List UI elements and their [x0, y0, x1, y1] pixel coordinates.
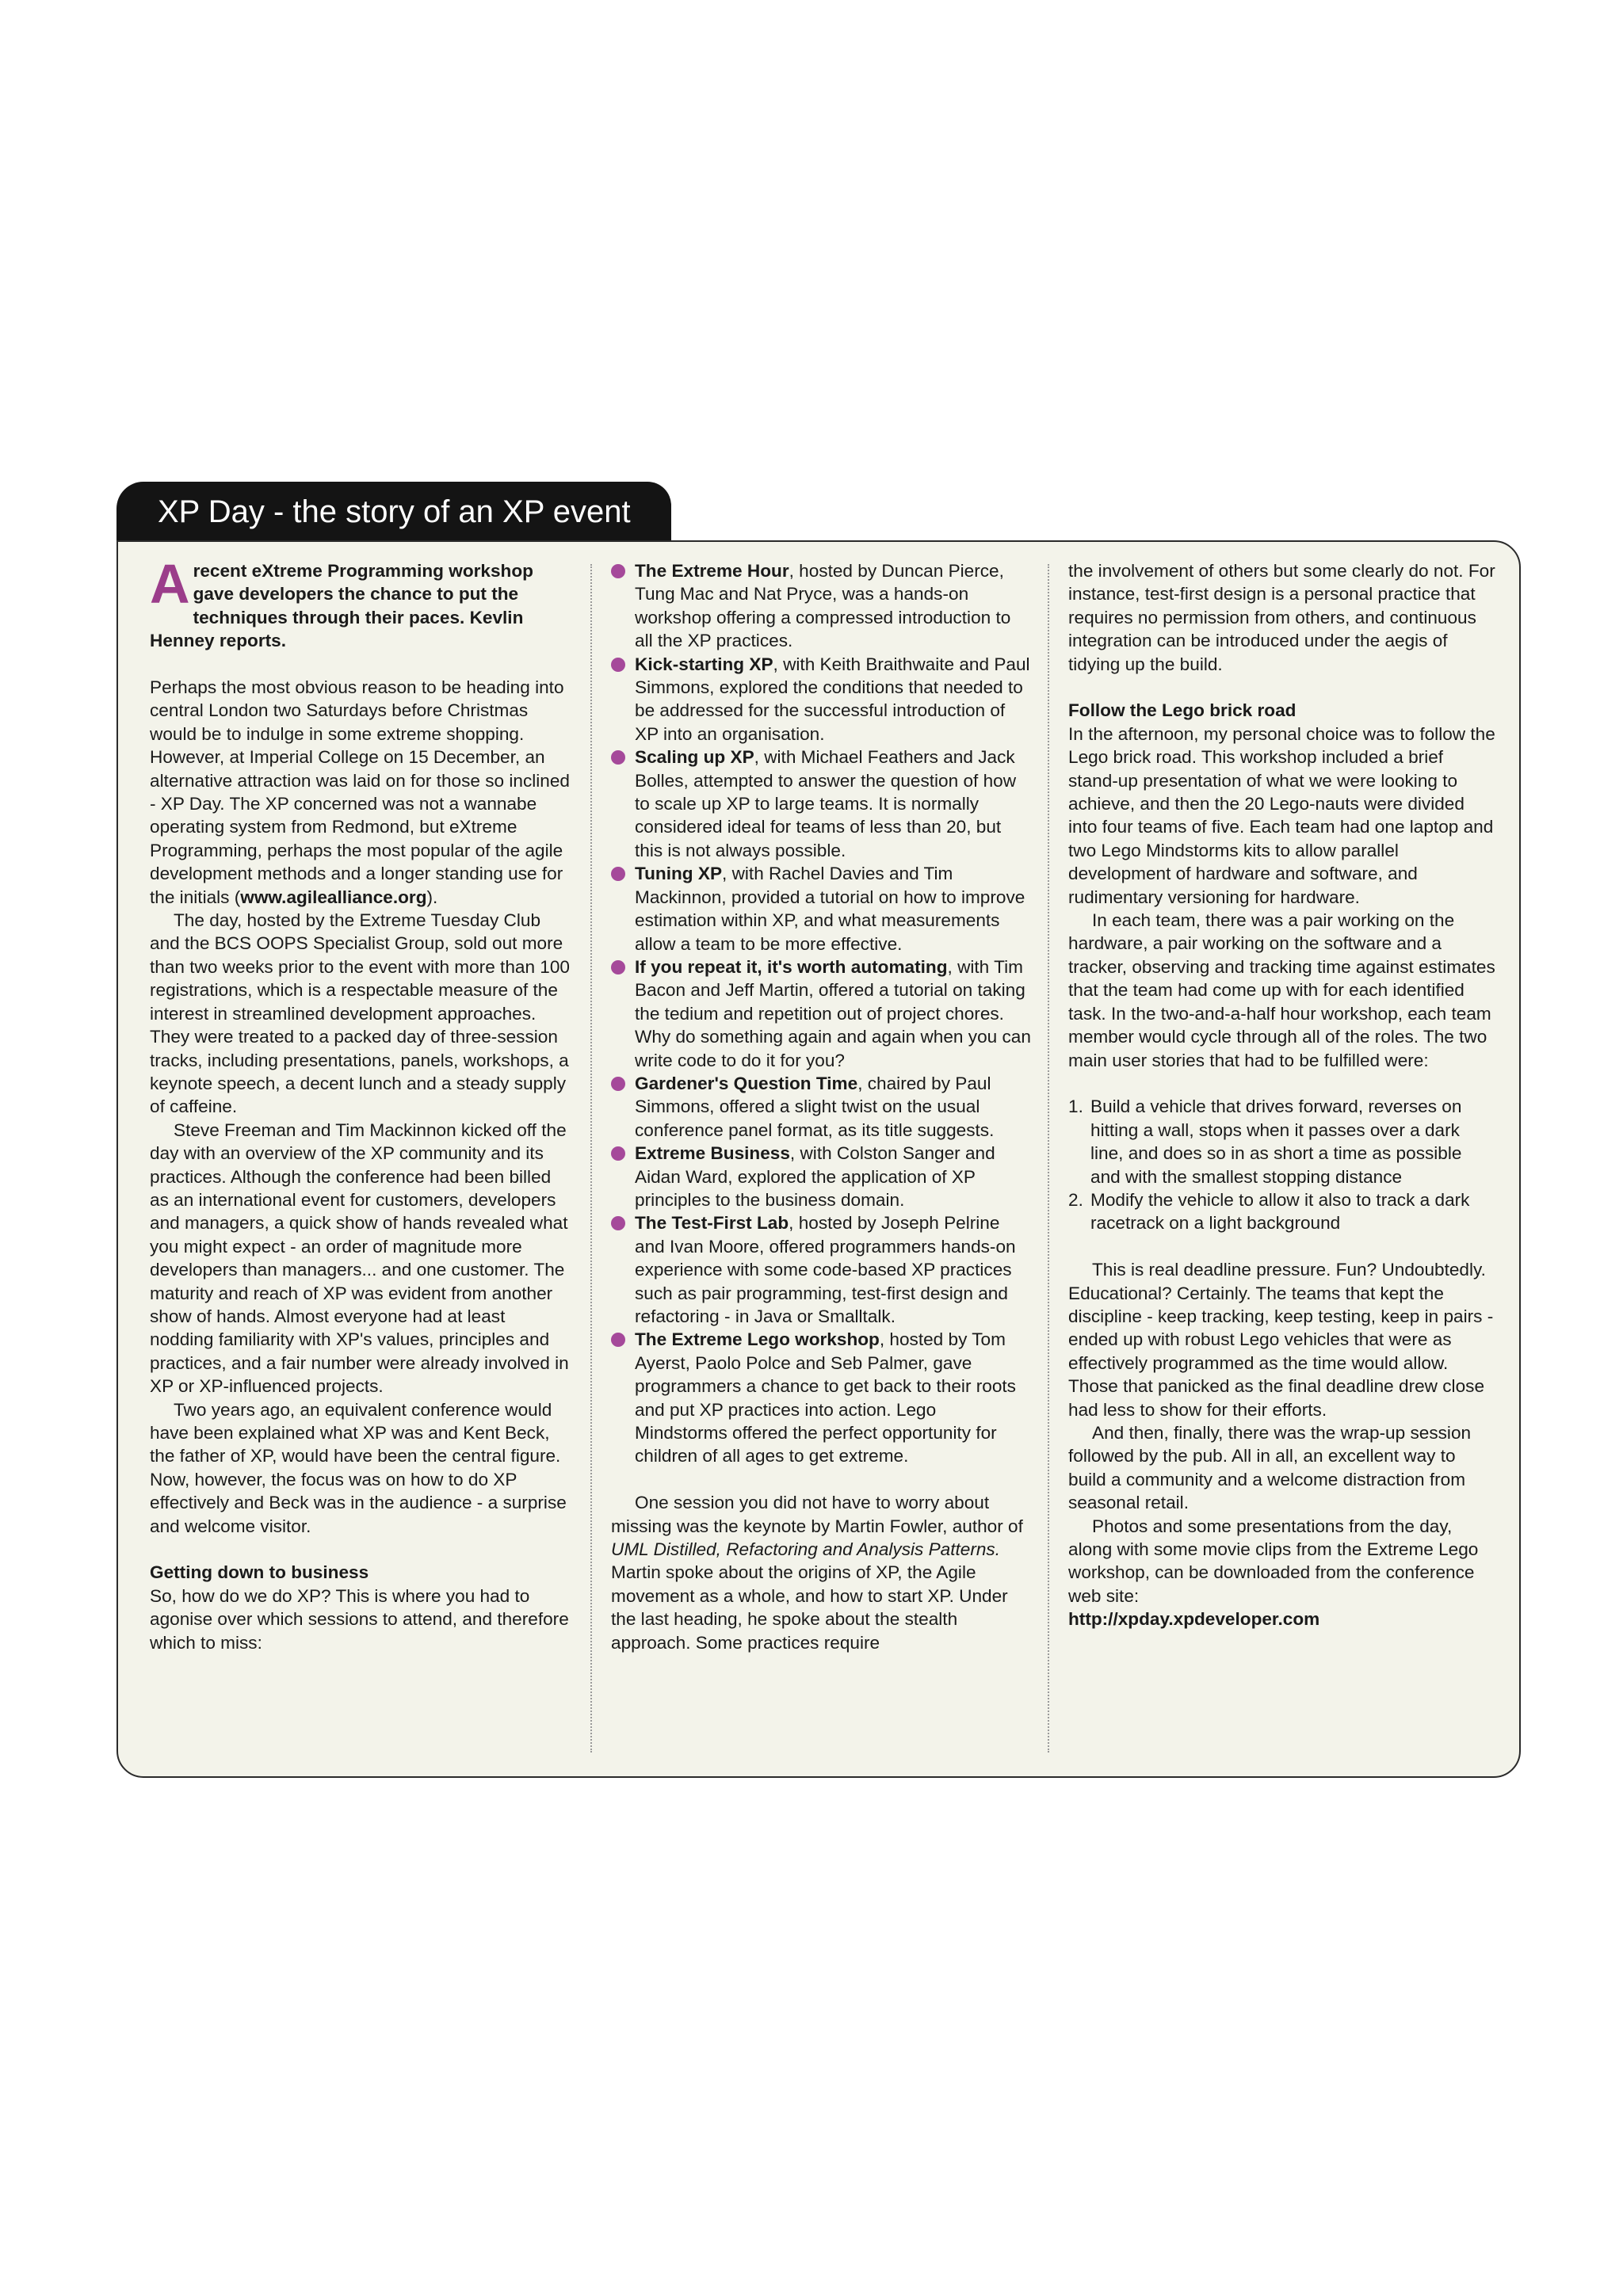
user-story-item: 1. Build a vehicle that drives forward, reverses on hitting a wall, stops when it passes over a dark line, and does so in as short a time as possible and with the smallest stopping distance [1068, 1097, 1462, 1187]
section-heading: Getting down to business [150, 1562, 369, 1583]
bullet-dot-icon [611, 867, 625, 881]
section-heading: Follow the Lego brick road [1068, 700, 1296, 721]
column-3 [1068, 559, 1496, 1631]
agile-alliance-link[interactable]: www.agilealliance.org [240, 887, 427, 907]
body-paragraph: Steve Freeman and Tim Mackinnon kicked off the day with an overview of the XP community and its practices. Although the conference had been billed as an international event for customers, developers and managers, a quick show of hands revealed what you might expect - an order of magnitude more developers than managers... and one customer. The maturity and reach of XP was evident from another show of hands. Almost everyone had at least nodding familiarity with XP's values, principles and practices, and a fair number were already involved in XP or XP-influenced projects. [150, 1119, 569, 1397]
session-item: Scaling up XP, with Michael Feathers and Jack Bolles, attempted to answer the question of how to scale up XP to large teams. It is normally considered ideal for teams of less than 20, but this is not always possible. [611, 746, 1031, 862]
article-title-tab [116, 482, 671, 542]
session-item: Kick-starting XP, with Keith Braithwaite and Paul Simmons, explored the conditions that needed to be addressed for the successful introduction of XP into an organisation. [611, 653, 1031, 746]
bullet-dot-icon [611, 1333, 625, 1347]
lede-paragraph [150, 553, 570, 653]
session-item: The Extreme Hour, hosted by Duncan Pierce, Tung Mac and Nat Pryce, was a hands-on workshop offering a compressed introduction to all the XP practices. [611, 559, 1031, 653]
body-paragraph: The day, hosted by the Extreme Tuesday Club and the BCS OOPS Specialist Group, sold out more than two weeks prior to the event with more than 100 registrations, which is a respectable measure of the interest in streamlined development approaches. They were treated to a packed day of three-session tracks, including presentations, panels, workshops, a keynote speech, a decent lunch and a steady supply of caffeine. [150, 910, 570, 1117]
body-paragraph: One session you did not have to worry about missing was the keynote by Martin Fowler, author of UML Distilled, Refactoring and Analysis Patterns. Martin spoke about the origins of XP, the Agile movement as a whole, and how to start XP. Under the last heading, he spoke about the stealth approach. Some practices require [611, 1493, 1023, 1653]
body-paragraph: In each team, there was a pair working on the hardware, a pair working on the software and a tracker, observing and tracking time against estimates that the team had come up with for each identified task. In the two-and-a-half hour workshop, each team member would cycle through all of the roles. The two main user stories that had to be fulfilled were: [1068, 910, 1495, 1070]
body-paragraph: And then, finally, there was the wrap-up session followed by the pub. All in all, an excellent way to build a community and a welcome distraction from seasonal retail. [1068, 1422, 1472, 1513]
body-paragraph: So, how do we do XP? This is where you had to agonise over which sessions to attend, and therefore which to miss: [150, 1585, 569, 1653]
session-list [611, 559, 1031, 1468]
body-paragraph: In the afternoon, my personal choice was to follow the Lego brick road. This workshop included a brief stand-up presentation of what we were looking to achieve, and then the 20 Lego-nauts were divided into four teams of five. Each team had one laptop and two Lego Mindstorms kits to allow parallel development of hardware and software, and rudimentary versioning for hardware. [1068, 723, 1495, 907]
bullet-dot-icon [611, 658, 625, 672]
conference-url-link[interactable]: http://xpday.xpdeveloper.com [1068, 1609, 1320, 1630]
session-item: The Test-First Lab, hosted by Joseph Pelrine and Ivan Moore, offered programmers hands-on experience with some code-based XP practices such as pair programming, test-first design and refactoring - in Java or Smalltalk. [611, 1211, 1031, 1328]
bullet-dot-icon [611, 1077, 625, 1091]
user-stories-list [1068, 1095, 1496, 1234]
bullet-dot-icon [611, 750, 625, 765]
column-divider [1048, 564, 1049, 1753]
session-item: The Extreme Lego workshop, hosted by Tom Ayerst, Paolo Polce and Seb Palmer, gave programmers a chance to get back to their roots and put XP practices into action. Lego Mindstorms offered the perfect opportunity for children of all ages to get extreme. [611, 1328, 1031, 1467]
user-story-item: 2. Modify the vehicle to allow it also to track a dark racetrack on a light background [1068, 1189, 1470, 1234]
bullet-dot-icon [611, 960, 625, 974]
session-item: Gardener's Question Time, chaired by Paul Simmons, offered a slight twist on the usual conference panel format, as its title suggests. [611, 1072, 1031, 1142]
body-paragraph: the involvement of others but some clearly do not. For instance, test-first design is a personal practice that requires no permission from others, and continuous integration can be introduced under the aegis of tidying up the build. [1068, 561, 1495, 674]
body-paragraph: Photos and some presentations from the day, along with some movie clips from the Extreme Lego workshop, can be downloaded from the conference web site: [1068, 1516, 1479, 1606]
session-item: If you repeat it, it's worth automating, with Tim Bacon and Jeff Martin, offered a tutorial on taking the tedium and repetition out of project chores. Why do something again and again when you can write code to do it for you? [611, 955, 1031, 1072]
bullet-dot-icon [611, 1216, 625, 1230]
column-1 [150, 553, 570, 1654]
session-item: Extreme Business, with Colston Sanger and Aidan Ward, explored the application of XP principles to the business domain. [611, 1142, 1031, 1211]
bullet-dot-icon [611, 564, 625, 578]
body-paragraph: Two years ago, an equivalent conference would have been explained what XP was and Kent Beck, the father of XP, would have been the central figure. Now, however, the focus was on how to do XP effectively and Beck was in the audience - a surprise and welcome visitor. [150, 1399, 567, 1536]
session-item: Tuning XP, with Rachel Davies and Tim Mackinnon, provided a tutorial on how to improve estimation within XP, and what measurements allow a team to be more effective. [611, 862, 1031, 955]
article-title: XP Day - the story of an XP event [158, 494, 631, 529]
body-paragraph: This is real deadline pressure. Fun? Undoubtedly. Educational? Certainly. The teams that kept the discipline - keep tracking, keep testing, keep in pairs - ended up with robust Lego vehicles that were as effectively programmed as the time would allow. Those that panicked as the final deadline drew close had less to show for their efforts. [1068, 1260, 1494, 1420]
drop-cap: A [150, 553, 190, 615]
book-titles: UML Distilled, Refactoring and Analysis Patterns. [611, 1539, 1001, 1560]
bullet-dot-icon [611, 1146, 625, 1161]
column-divider [590, 564, 592, 1753]
lede-text: recent eXtreme Programming workshop gave developers the chance to put the techniques through their paces. Kevlin Henney reports. [150, 561, 533, 651]
column-2 [611, 559, 1031, 1654]
body-paragraph: Perhaps the most obvious reason to be heading into central London two Saturdays before Christmas would be to indulge in some extreme shopping. However, at Imperial College on 15 December, an alternative attraction was laid on for those so inclined - XP Day. The XP concerned was not a wannabe operating system from Redmond, but eXtreme Programming, perhaps the most popular of the agile development methods and a longer standing use for the initials (www.agilealliance.org). [150, 677, 570, 907]
